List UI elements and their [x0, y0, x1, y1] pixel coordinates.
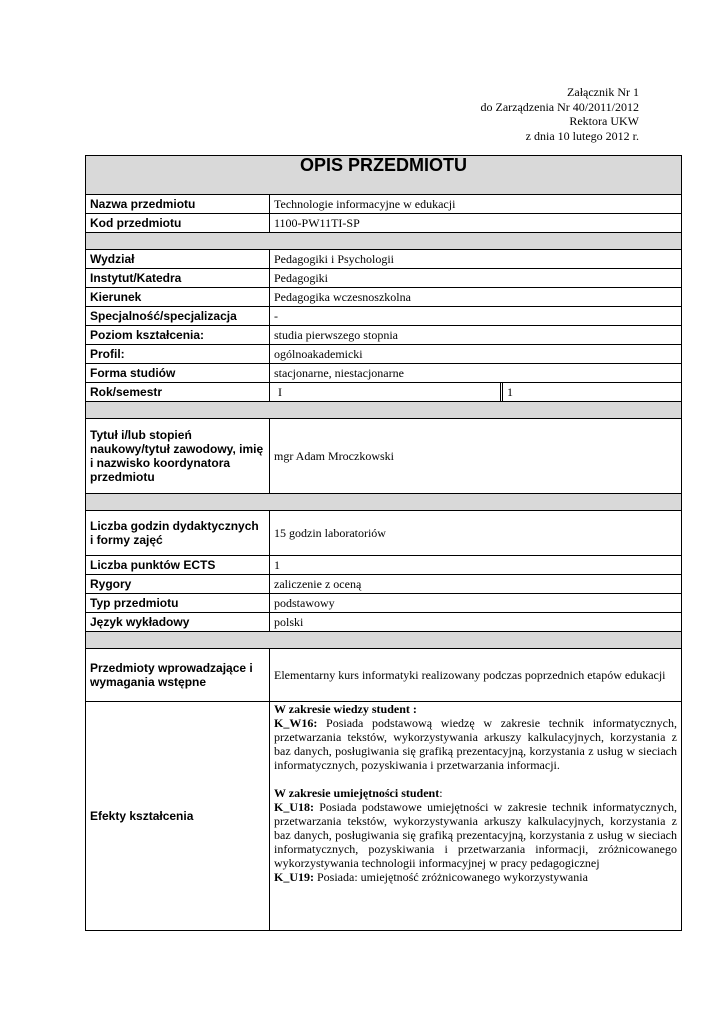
separator-row	[86, 233, 682, 250]
row-specjalnosc	[86, 307, 682, 326]
value-wymagania: Elementarny kurs informatyki realizowany podczas poprzednich etapów edukacji	[270, 649, 682, 702]
value-poziom: studia pierwszego stopnia	[270, 326, 682, 345]
separator-row	[86, 402, 682, 419]
label-tytul: Tytuł i/lub stopień naukowy/tytuł zawodowy, imię i nazwisko koordynatora przedmiotu	[86, 419, 270, 494]
umiejetnosci-heading: W zakresie umiejętności student	[274, 786, 440, 800]
label-wymagania: Przedmioty wprowadzające i wymagania wstępne	[86, 649, 270, 702]
row-profil	[86, 345, 682, 364]
label-jezyk: Język wykładowy	[86, 613, 270, 632]
umiejetnosci-colon: :	[439, 786, 443, 800]
row-kod	[86, 214, 682, 233]
row-rok	[86, 383, 682, 402]
row-efekty	[86, 702, 682, 931]
value-profil: ogólnoakademicki	[270, 345, 682, 364]
label-wydzial: Wydział	[86, 250, 270, 269]
value-typ: podstawowy	[270, 594, 682, 613]
row-rygory	[86, 575, 682, 594]
label-kierunek: Kierunek	[86, 288, 270, 307]
value-rok-semestr	[270, 383, 682, 402]
value-kierunek: Pedagogika wczesnoszkolna	[270, 288, 682, 307]
label-typ: Typ przedmiotu	[86, 594, 270, 613]
course-description-table	[85, 155, 682, 931]
kw16-code: K_W16:	[274, 716, 318, 730]
row-typ	[86, 594, 682, 613]
separator	[86, 494, 682, 511]
value-godziny: 15 godzin laboratoriów	[270, 511, 682, 556]
ku18-text: Posiada podstawowe umiejętności w zakresie technik informatycznych, przetwarzania tekstów, wykorzystywania arkuszy kalkulacyjnych, korzystania z baz danych, posługiwania się grafiką prezentacyjną, korzystania z usług w sieciach informatycznych, pozyskiwania i przetwarzania informacji, zróżnicowanego wykorzystywania technologii informacyjnej w pracy pedagogicznej	[274, 800, 678, 870]
row-wydzial	[86, 250, 682, 269]
value-rok: I	[270, 383, 503, 401]
wiedza-heading: W zakresie wiedzy student :	[274, 702, 417, 716]
value-ects: 1	[270, 556, 682, 575]
ku18-code: K_U18:	[274, 800, 314, 814]
label-rygory: Rygory	[86, 575, 270, 594]
label-forma: Forma studiów	[86, 364, 270, 383]
attachment-note	[480, 85, 639, 143]
row-jezyk	[86, 613, 682, 632]
row-forma	[86, 364, 682, 383]
label-kod: Kod przedmiotu	[86, 214, 270, 233]
label-nazwa: Nazwa przedmiotu	[86, 195, 270, 214]
value-tytul: mgr Adam Mroczkowski	[270, 419, 682, 494]
value-rygory: zaliczenie z oceną	[270, 575, 682, 594]
row-wymagania	[86, 649, 682, 702]
label-rok: Rok/semestr	[86, 383, 270, 402]
separator-row	[86, 494, 682, 511]
row-ects	[86, 556, 682, 575]
label-godziny: Liczba godzin dydaktycznych i formy zajęć	[86, 511, 270, 556]
attachment-line-2: do Zarządzenia Nr 40/2011/2012	[480, 99, 639, 114]
value-forma: stacjonarne, niestacjonarne	[270, 364, 682, 383]
ku19-code: K_U19:	[274, 870, 314, 884]
row-poziom	[86, 326, 682, 345]
label-instytut: Instytut/Katedra	[86, 269, 270, 288]
kw16-text: Posiada podstawową wiedzę w zakresie technik informatycznych, przetwarzania tekstów, wykorzystywania arkuszy kalkulacyjnych, korzystania z baz danych, posługiwania się grafiką prezentacyjną, korzystania z usług w sieciach informatycznych, pozyskiwania i przetwarzania informacji.	[274, 716, 678, 772]
row-instytut	[86, 269, 682, 288]
label-ects: Liczba punktów ECTS	[86, 556, 270, 575]
row-godziny	[86, 511, 682, 556]
value-specjalnosc: -	[270, 307, 682, 326]
attachment-line-4: z dnia 10 lutego 2012 r.	[525, 128, 639, 143]
label-efekty: Efekty kształcenia	[86, 702, 270, 931]
attachment-line-1: Załącznik Nr 1	[567, 85, 639, 99]
value-jezyk: polski	[270, 613, 682, 632]
label-poziom: Poziom kształcenia:	[86, 326, 270, 345]
value-wydzial: Pedagogiki i Psychologii	[270, 250, 682, 269]
separator-row	[86, 632, 682, 649]
row-tytul	[86, 419, 682, 494]
title-row	[86, 156, 682, 195]
separator	[86, 632, 682, 649]
page-title: OPIS PRZEDMIOTU	[86, 156, 682, 195]
value-semestr: 1	[507, 385, 513, 399]
ku19-text: Posiada: umiejętność zróżnicowanego wykorzystywania	[314, 870, 588, 884]
value-kod: 1100-PW11TI-SP	[270, 214, 682, 233]
value-instytut: Pedagogiki	[270, 269, 682, 288]
row-kierunek	[86, 288, 682, 307]
value-efekty	[270, 702, 682, 931]
label-specjalnosc: Specjalność/specjalizacja	[86, 307, 270, 326]
separator	[86, 233, 682, 250]
row-nazwa	[86, 195, 682, 214]
value-nazwa: Technologie informacyjne w edukacji	[270, 195, 682, 214]
separator	[86, 402, 682, 419]
label-profil: Profil:	[86, 345, 270, 364]
attachment-line-3: Rektora UKW	[569, 114, 639, 128]
